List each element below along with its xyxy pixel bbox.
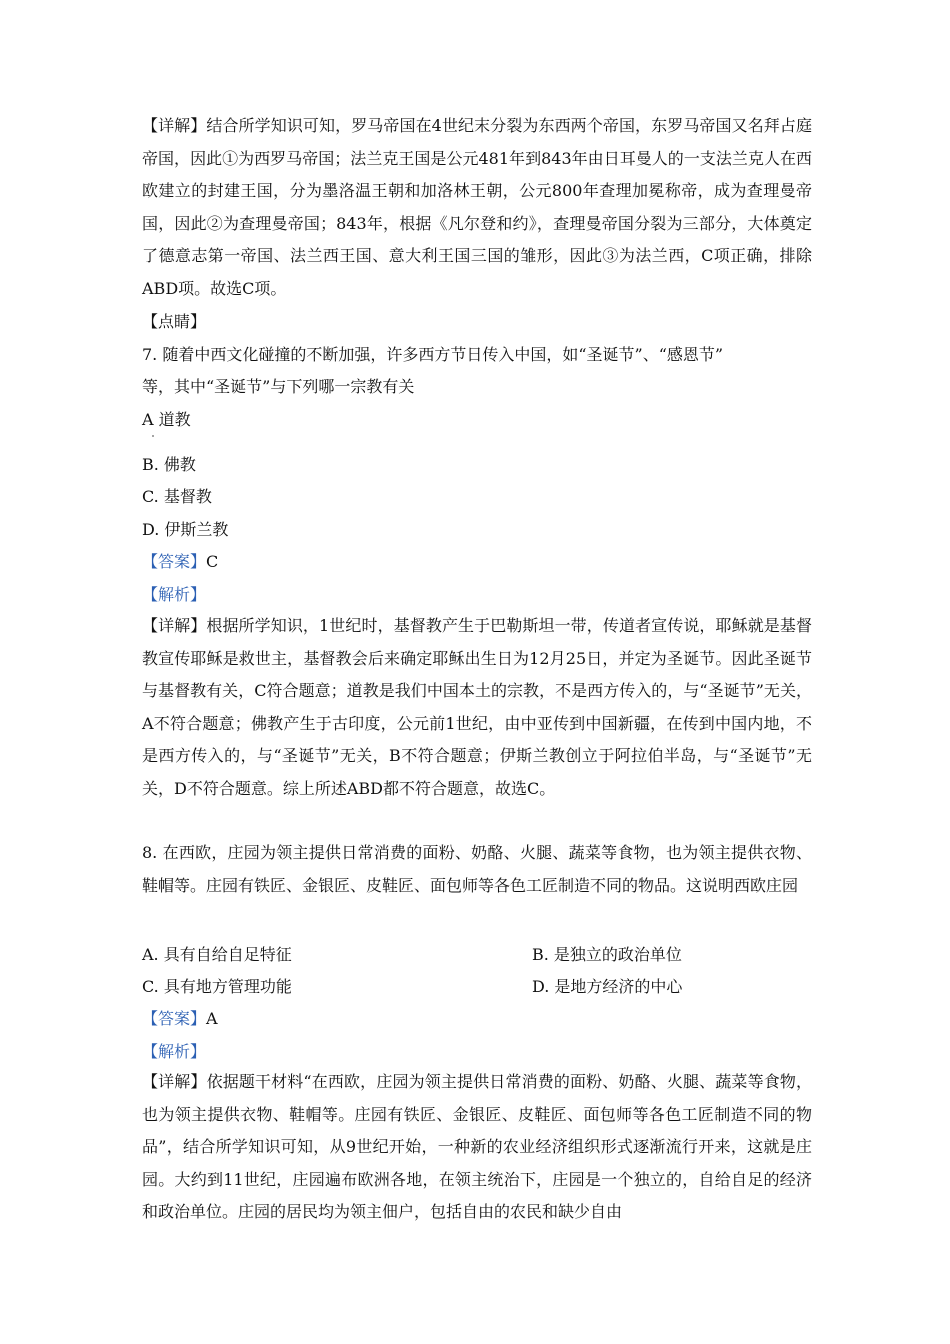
q8-detail-tag: 【详解】 — [142, 1072, 207, 1091]
q7-answer-tag: 【答案】 — [142, 552, 207, 571]
q7-option-a: A 道教 — [142, 410, 191, 429]
q7-analysis-tag: 【解析】 — [142, 585, 207, 604]
q8-option-c: C. 具有地方管理功能 — [142, 977, 292, 996]
q7-option-c: C. 基督教 — [142, 487, 212, 506]
q7-option-b: B. 佛教 — [142, 455, 196, 474]
q7-detail-paragraph — [142, 610, 812, 805]
q7-detail-tag: 【详解】 — [142, 616, 207, 635]
q7-option-d: D. 伊斯兰教 — [142, 520, 229, 539]
q6-detail-paragraph — [142, 110, 812, 305]
q7-stem-line1: 7. 随着中西文化碰撞的不断加强，许多西方节日传入中国，如“圣诞节”、“感恩节” — [142, 345, 724, 364]
q8-answer — [142, 1009, 218, 1029]
q8-detail-text: 依据题干材料“在西欧，庄园为领主提供日常消费的面粉、奶酪、火腿、蔬菜等食物，也为领主提供衣物、鞋帽等。庄园有铁匠、金银匠、皮鞋匠、面包师等各色工匠制造不同的物品”，结合所学知识可知，从9世纪开始，一种新的农业经济组织形式逐渐流行开来，这就是庄园。大约到11世纪，庄园遍布欧洲各地，在领主统治下，庄园是一个独立的，自给自足的经济和政治单位。庄园的居民均为领主佃户，包括自由的农民和缺少自由 — [142, 1072, 812, 1221]
q8-option-a: A. 具有自给自足特征 — [142, 945, 292, 964]
q8-analysis-tag: 【解析】 — [142, 1042, 207, 1061]
q8-stem: 8. 在西欧，庄园为领主提供日常消费的面粉、奶酪、火腿、蔬菜等食物，也为领主提供衣物、鞋帽等。庄园有铁匠、金银匠、皮鞋匠、面包师等各色工匠制造不同的物品。这说明西欧庄园 — [142, 843, 812, 895]
q7-answer-value: C — [206, 552, 219, 571]
q8-answer-value: A — [206, 1009, 218, 1028]
stray-dot — [152, 435, 154, 437]
q8-answer-tag: 【答案】 — [142, 1009, 207, 1028]
q7-stem-line2: 等，其中“圣诞节”与下列哪一宗教有关 — [142, 377, 415, 396]
q6-detail-text: 结合所学知识可知，罗马帝国在4世纪末分裂为东西两个帝国，东罗马帝国又名拜占庭帝国，因此①为西罗马帝国；法兰克王国是公元481年到843年由日耳曼人的一支法兰克人在西欧建立的封建王国，分为墨洛温王朝和加洛林王朝，公元800年查理加冕称帝，成为查理曼帝国，因此②为查理曼帝国；843年，根据《凡尔登和约》，查理曼帝国分裂为三部分，大体奠定了德意志第一帝国、法兰西王国、意大利王国三国的雏形，因此③为法兰西，C项正确，排除ABD项。故选C项。 — [142, 116, 812, 298]
q6-detail-tag: 【详解】 — [142, 116, 207, 135]
q8-detail-paragraph — [142, 1066, 812, 1229]
q7-detail-text: 根据所学知识，1世纪时，基督教产生于巴勒斯坦一带，传道者宣传说，耶稣就是基督教宣传耶稣是救世主，基督教会后来确定耶稣出生日为12月25日，并定为圣诞节。因此圣诞节与基督教有关，C符合题意；道教是我们中国本土的宗教，不是西方传入的，与“圣诞节”无关，A不符合题意；佛教产生于古印度，公元前1世纪，由中亚传到中国新疆，在传到中国内地，不是西方传入的，与“圣诞节”无关，B不符合题意；伊斯兰教创立于阿拉伯半岛，与“圣诞节”无关，D不符合题意。综上所述ABD都不符合题意，故选C。 — [142, 616, 812, 798]
q6-highlight-tag: 【点睛】 — [142, 312, 207, 331]
q8-option-d: D. 是地方经济的中心 — [532, 977, 683, 996]
q7-answer — [142, 552, 218, 572]
q8-option-b: B. 是独立的政治单位 — [532, 945, 682, 964]
